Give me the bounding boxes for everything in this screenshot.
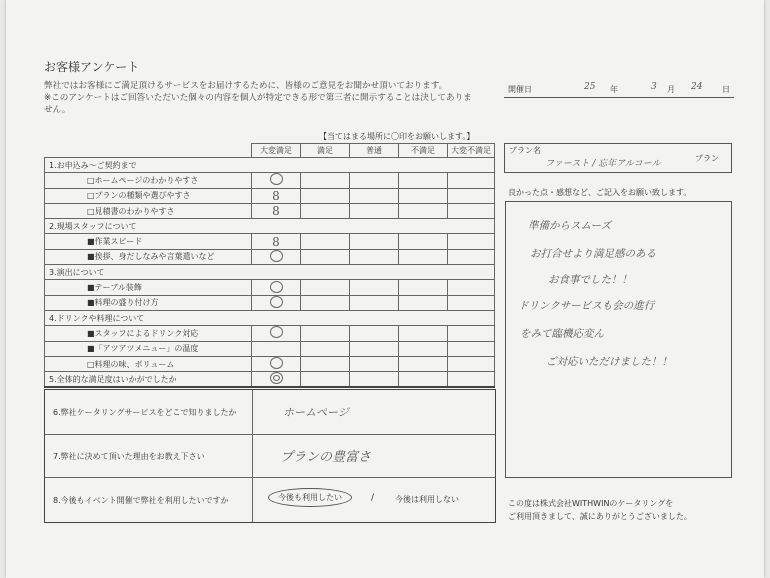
table-row — [45, 203, 495, 218]
item-label: ■作業スピード — [45, 234, 252, 249]
rating-cell[interactable] — [448, 203, 495, 218]
rating-cell[interactable] — [448, 372, 495, 388]
rating-cell[interactable] — [350, 188, 399, 203]
section-label: 3.演出について — [45, 265, 252, 280]
rating-cell[interactable] — [448, 356, 495, 371]
rating-cell[interactable] — [399, 234, 448, 249]
plan-suffix: プラン — [695, 154, 719, 163]
rating-cell[interactable] — [252, 173, 301, 188]
rating-cell[interactable] — [350, 249, 399, 264]
feedback-label: 良かった点・感想など、ご記入をお願い致します。 — [508, 188, 692, 197]
table-row — [45, 173, 495, 188]
table-row — [45, 326, 495, 341]
item-label: ■「アツアツメニュー」の温度 — [45, 341, 252, 356]
double-circle-mark — [270, 372, 283, 384]
rating-cell[interactable] — [448, 173, 495, 188]
plan-label: プラン名 — [509, 146, 541, 155]
column-header: 不満足 — [399, 144, 448, 158]
handwritten-mark: 8 — [272, 188, 280, 203]
option-yes[interactable] — [268, 488, 352, 507]
form-title: お客様アンケート — [44, 60, 140, 74]
rating-cell[interactable] — [448, 280, 495, 295]
date-day: 24 — [691, 82, 703, 92]
rating-cell[interactable] — [399, 372, 448, 388]
feedback-line: 準備からスムーズ — [528, 220, 611, 232]
answer-6: ホームページ — [283, 406, 349, 419]
section-row — [45, 219, 495, 234]
rating-cell[interactable] — [252, 188, 301, 203]
rating-cell[interactable] — [399, 280, 448, 295]
rating-cell[interactable] — [252, 295, 301, 310]
handwritten-mark: 8 — [272, 234, 280, 249]
column-header: 満足 — [301, 144, 350, 158]
item-label: □料理の味、ボリューム — [45, 356, 252, 371]
question-row-6 — [45, 390, 495, 435]
table-row — [45, 234, 495, 249]
feedback-line: お打合せより満足感のある — [530, 248, 656, 260]
intro-line: 弊社ではお客様にご満足頂けるサービスをお届けするために、皆様のご意見をお聞かせ頂いております。 — [44, 81, 448, 91]
rating-cell[interactable] — [350, 356, 399, 371]
rating-cell[interactable] — [399, 249, 448, 264]
survey-sheet — [6, 0, 764, 578]
rating-cell[interactable] — [448, 295, 495, 310]
survey-table — [44, 143, 495, 388]
rating-cell[interactable] — [350, 372, 399, 388]
item-label: ■テーブル装飾 — [45, 280, 252, 295]
rating-cell[interactable] — [252, 249, 301, 264]
option-separator: / — [371, 493, 375, 503]
date-month-unit: 月 — [667, 85, 675, 94]
rating-cell[interactable] — [399, 341, 448, 356]
section-label: 2.現場スタッフについて — [45, 219, 252, 234]
rating-cell[interactable] — [350, 234, 399, 249]
circle-mark — [270, 250, 283, 262]
rating-cell[interactable] — [252, 234, 301, 249]
item-label: □プランの種類や選びやすさ — [45, 188, 252, 203]
table-header-row — [45, 144, 495, 158]
rating-cell[interactable] — [252, 341, 301, 356]
rating-cell[interactable] — [399, 356, 448, 371]
circle-mark — [270, 173, 283, 185]
rating-cell[interactable] — [252, 372, 301, 388]
rating-cell[interactable] — [448, 188, 495, 203]
rating-cell[interactable] — [399, 295, 448, 310]
date-label: 開催日 — [508, 85, 532, 94]
feedback-box[interactable] — [505, 201, 732, 478]
rating-cell[interactable] — [301, 234, 350, 249]
footer-line: この度は株式会社WITHWINのケータリングを — [508, 499, 674, 508]
handwritten-line — [258, 341, 494, 342]
rating-cell[interactable] — [399, 173, 448, 188]
rating-cell[interactable] — [350, 203, 399, 218]
rating-cell[interactable] — [301, 341, 350, 356]
rating-cell[interactable] — [301, 173, 350, 188]
item-label: ■挨拶、身だしなみや言葉遣いなど — [45, 249, 252, 264]
rating-cell[interactable] — [350, 341, 399, 356]
column-header: 大変満足 — [252, 144, 301, 158]
rating-cell[interactable] — [252, 326, 301, 341]
question-6: 6.弊社ケータリングサービスをどこで知りましたか — [53, 408, 237, 417]
feedback-line: をみて臨機応変ん — [520, 328, 604, 340]
table-row — [45, 341, 495, 356]
item-label: ■料理の盛り付け方 — [45, 295, 252, 310]
rating-cell[interactable] — [350, 295, 399, 310]
plan-box — [504, 143, 732, 173]
rating-cell[interactable] — [399, 203, 448, 218]
section-label: 1.お申込み～ご契約まで — [45, 158, 252, 173]
circle-mark — [270, 281, 283, 293]
circle-mark — [270, 326, 283, 338]
section-row — [45, 310, 495, 325]
section-row — [45, 265, 495, 280]
rating-cell[interactable] — [350, 173, 399, 188]
survey-instruction: 【当てはまる場所に〇印をお願いします。】 — [319, 132, 475, 141]
rating-cell[interactable] — [399, 188, 448, 203]
table-row — [45, 280, 495, 295]
rating-cell[interactable] — [301, 188, 350, 203]
table-row — [45, 188, 495, 203]
table-row — [45, 249, 495, 264]
feedback-line: お食事でした！！ — [548, 274, 632, 286]
rating-cell[interactable] — [301, 326, 350, 341]
question-row-8 — [45, 478, 495, 522]
rating-cell[interactable] — [301, 372, 350, 388]
circle-mark — [270, 296, 283, 308]
rating-cell[interactable] — [448, 234, 495, 249]
footer-line: ご利用頂きまして、誠にありがとうございました。 — [508, 512, 692, 521]
handwritten-mark: 8 — [272, 204, 280, 219]
section-row — [45, 158, 495, 173]
rating-cell[interactable] — [301, 295, 350, 310]
footer-text — [508, 497, 692, 523]
column-header: 大変不満足 — [448, 144, 495, 158]
rating-cell[interactable] — [448, 341, 495, 356]
intro-text — [44, 80, 494, 116]
item-label: □見積書のわかりやすさ — [45, 203, 252, 218]
rating-cell[interactable] — [252, 280, 301, 295]
item-label: □ホームページのわかりやすさ — [45, 173, 252, 188]
question-row-7 — [45, 434, 495, 478]
rating-cell[interactable] — [448, 249, 495, 264]
rating-cell[interactable] — [301, 356, 350, 371]
date-underline — [504, 97, 734, 98]
rating-cell[interactable] — [399, 326, 448, 341]
question-8: 8.今後もイベント開催で弊社を利用したいですか — [53, 496, 229, 505]
questions-box — [44, 389, 496, 523]
date-year: 25 — [584, 82, 596, 92]
intro-line: せん。 — [44, 105, 71, 115]
table-row — [45, 356, 495, 371]
rating-cell[interactable] — [301, 280, 350, 295]
circle-mark — [270, 357, 283, 369]
date-year-unit: 年 — [610, 85, 618, 94]
table-row — [45, 372, 495, 388]
item-label: 5.全体的な満足度はいかがでしたか — [45, 372, 252, 388]
date-month: 3 — [651, 82, 657, 92]
section-label: 4.ドリンクや料理について — [45, 310, 252, 325]
option-no[interactable]: 今後は利用しない — [395, 495, 459, 504]
rating-cell[interactable] — [301, 249, 350, 264]
rating-cell[interactable] — [252, 203, 301, 218]
item-label: ■スタッフによるドリンク対応 — [45, 326, 252, 341]
feedback-line: ご対応いただけました！！ — [546, 356, 672, 368]
rating-cell[interactable] — [301, 203, 350, 218]
column-header: 普通 — [350, 144, 399, 158]
question-7: 7.弊社に決めて頂いた理由をお教え下さい — [53, 452, 205, 461]
plan-value: ファースト / 忘年アルコール — [545, 159, 661, 169]
table-row — [45, 295, 495, 310]
rating-cell[interactable] — [350, 280, 399, 295]
answer-7: プランの豊富さ — [280, 450, 372, 465]
feedback-line: ドリンクサービスも会の進行 — [518, 300, 655, 312]
option-yes-circled: 今後も利用したい — [268, 488, 352, 507]
rating-cell[interactable] — [252, 356, 301, 371]
date-day-unit: 日 — [722, 85, 730, 94]
rating-cell[interactable] — [350, 326, 399, 341]
rating-cell[interactable] — [448, 326, 495, 341]
intro-line: ※このアンケートはご回答いただいた個々の内容を個人が特定できる形で第三者に開示することは決してありま — [44, 93, 472, 103]
